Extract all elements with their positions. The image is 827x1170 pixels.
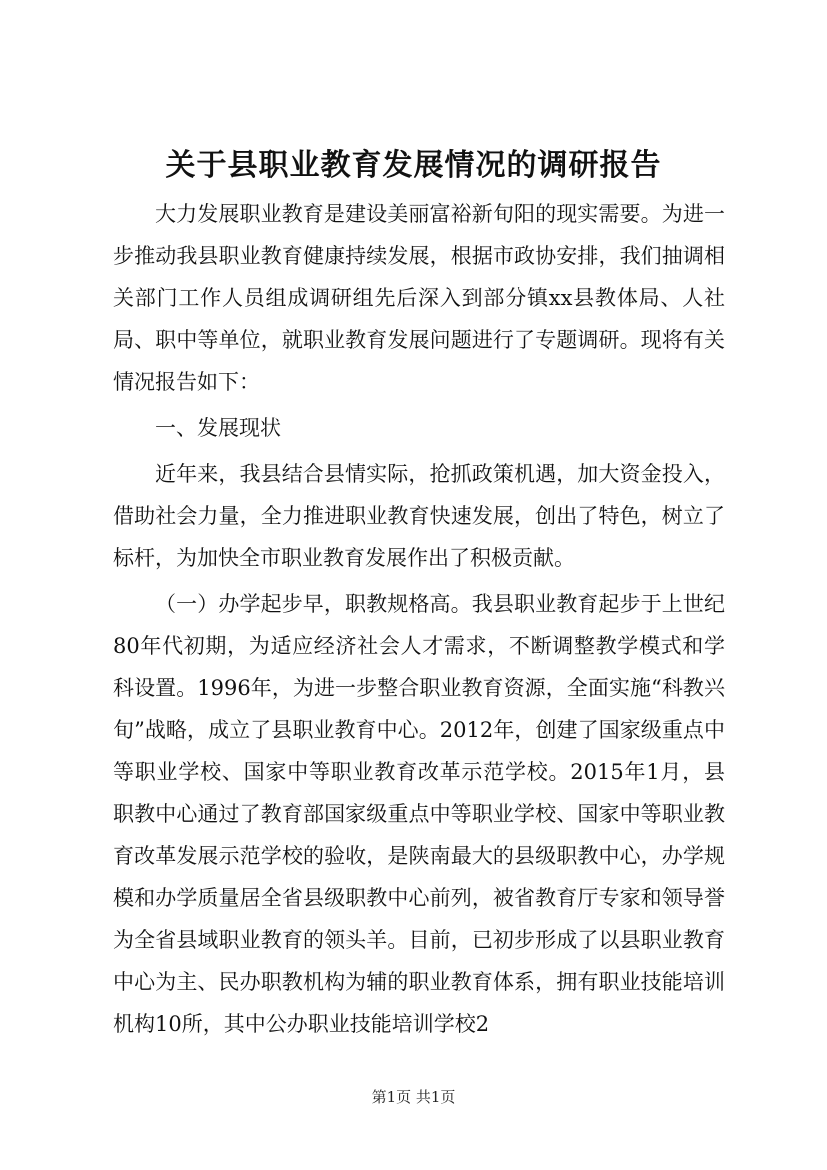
paragraph-overview: 近年来，我县结合县情实际，抢抓政策机遇，加大资金投入，借助社会力量，全力推进职业教育快速发展，创出了特色，树立了标杆，为加快全市职业教育发展作出了积极贡献。 (113, 462, 725, 570)
page-footer: 第1页 共1页 (371, 1088, 456, 1106)
section-heading: 一、发展现状 (155, 416, 281, 440)
document-body (113, 193, 725, 1045)
paragraph-intro: 大力发展职业教育是建设美丽富裕新旬阳的现实需要。为进一步推动我县职业教育健康持续发展，根据市政协安排，我们抽调相关部门工作人员组成调研组先后深入到部分镇xx县教体局、人社局、职中等单位，就职业教育发展问题进行了专题调研。现将有关情况报告如下： (113, 202, 725, 394)
paragraph-subsection-1: （一）办学起步早，职教规格高。我县职业教育起步于上世纪80年代初期，为适应经济社会人才需求，不断调整教学模式和学科设置。1996年，为进一步整合职业教育资源，全面实施“科教兴旬”战略，成立了县职业教育中心。2012年，创建了国家级重点中等职业学校、国家中等职业教育改革示范学校。2015年1月，县职教中心通过了教育部国家级重点中等职业学校、国家中等职业教育改革发展示范学校的验收，是陕南最大的县级职教中心，办学规模和办学质量居全省县级职教中心前列，被省教育厅专家和领导誉为全省县域职业教育的领头羊。目前，已初步形成了以县职业教育中心为主、民办职教机构为辅的职业教育体系，拥有职业技能培训机构10所，其中公办职业技能培训学校2 (113, 592, 725, 1036)
document-title: 关于县职业教育发展情况的调研报告 (165, 148, 662, 183)
